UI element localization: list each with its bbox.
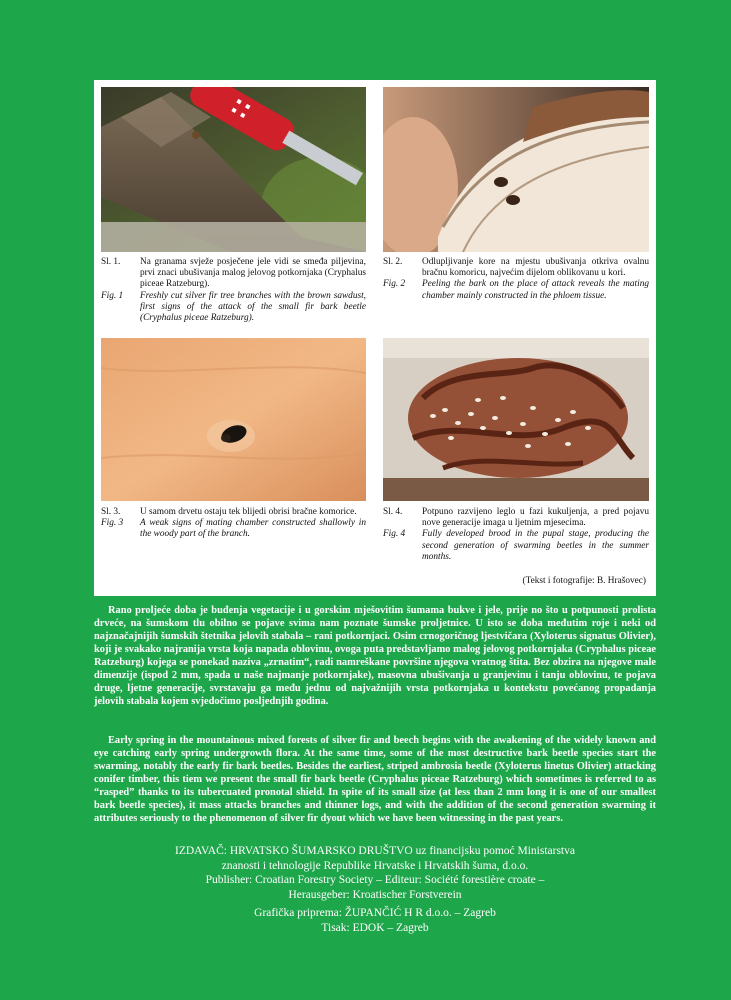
imprint-line-1: IZDAVAČ: HRVATSKO ŠUMARSKO DRUŠTVO uz financijsku pomoć Ministarstva (174, 845, 575, 857)
caption-3-en-text: A weak signs of mating chamber constructed shallowly in the woody part of the branch. (140, 518, 366, 540)
caption-2-hr-number: Sl. 2. (383, 257, 403, 267)
caption-figure-1 (101, 257, 366, 324)
caption-3-hr-text: U samom drvetu ostaju tek blijedi obrisi bračne komorice. (140, 507, 357, 517)
photo-peeled-bark (383, 87, 649, 252)
photo-beetle-on-wood (101, 338, 366, 501)
caption-1-en-text: Freshly cut silver fir tree branches with the brown sawdust, first signs of the attack of the small fir bark beetle (Cryphalus piceae Ratzeburg). (140, 290, 366, 324)
photo-credit: (Tekst i fotografije: B. Hrašovec) (522, 576, 646, 586)
imprint-line-4: Herausgeber: Kroatischer Forstverein (288, 888, 462, 901)
caption-4-en-number: Fig. 4 (383, 529, 406, 540)
caption-1-hr-text: Na granama svježe posječene jele vidi se smeđa piljevina, prvi znaci ubušivanja malog jelovog potkornjaka (Cryphalus piceae Ratzeburg). (140, 257, 366, 290)
caption-3-hr-number: Sl. 3. (101, 507, 121, 517)
caption-2-hr-text: Odlupljivanje kore na mjestu ubušivanja otkriva ovalnu bračnu komoricu, najvećim dijelom oblikovanu u kori. (422, 257, 649, 279)
imprint-line-3: Publisher: Croatian Forestry Society – Editeur: Société forestière croate – (205, 874, 545, 886)
caption-4-hr-number: Sl. 4. (383, 507, 403, 517)
caption-4-hr-text: Potpuno razvijeno leglo u fazi kukuljenja, a pred pojavu nove generacije imaga u ljetnim mjesecima. (422, 507, 649, 529)
photo-brood-galleries (383, 338, 649, 501)
caption-4-en-text: Fully developed brood in the pupal stage, producing the second generation of swarming beetles in the summer months. (422, 529, 649, 562)
caption-1-hr-number: Sl. 1. (101, 257, 121, 267)
photo-fir-branch-with-knife (101, 87, 366, 252)
imprint-line-6: Tisak: EDOK – Zagreb (321, 921, 429, 934)
caption-3-en-number: Fig. 3 (101, 518, 124, 529)
imprint-line-2: znanosti i tehnologije Republike Hrvatske i Hrvatskih šuma, d.o.o. (221, 859, 529, 872)
imprint-production (94, 906, 656, 935)
caption-figure-3 (101, 507, 366, 541)
imprint-publisher (94, 844, 656, 902)
caption-2-en-text: Peeling the bark on the place of attack reveals the mating chamber mainly constructed in the phloem tissue. (422, 279, 649, 301)
caption-figure-4 (383, 507, 649, 563)
imprint-line-5: Grafička priprema: ŽUPANČIĆ H R d.o.o. – Zagreb (254, 907, 496, 919)
body-paragraph-croatian: Rano proljeće doba je buđenja vegetacije i u gorskim mješovitim šumama bukve i jele, prije no što u potpunosti prolista drveće, na šumskom tlu obilno se pojave svima nam poznate šumske proljetnice. U isto se doba međutim roje i neki od najznačajnijih šumskih štetnika jelovih stabala – rani potkornjaci. Osim crnogoričnog ljestvičara (Xyloterus signatus Olivier), koji je svakako najranija vrsta koja napada oblovinu, ovoga puta predstavljamo malog jelovog potkornjaka (Cryphalus piceae Ratzeburg) kojega se ponekad naziva „zrnatim“, radi namreškane površine njegova vratnog štita. Bez obzira na njegove male dimenzije (ispod 2 mm, spada u naše najmanje potkornjake), masovna ubušivanja u granjevinu i tanju oblovinu, te pojava druge, ljetne generacije, svrstavaju ga među jednu od najvažnijih vrsta potkornjaka u kontekstu povećanog propadanja jelovih stabala kojem svjedočimo posljednjih godina. (94, 605, 656, 707)
caption-2-en-number: Fig. 2 (383, 279, 406, 290)
caption-figure-2 (383, 257, 649, 302)
body-paragraph-english: Early spring in the mountainous mixed forests of silver fir and beech begins with the awakening of the widely known and eye catching early spring undergrowth flora. At the same time, some of the most destructive bark beetle species start the swarming, notably the early fir bark beetles. Besides the earliest, striped ambrosia beetle (Xyloterus linetus Olivier) attacking conifer timber, this tiem we present the small fir bark beetle (Cryphalus piceae Ratzeburg) which sometimes is referred to as “rasped” thanks to its tubercuated pronotal shield. In spite of its small size (at less than 2 mm long it is one of our smallest bark beetle species), it mass attacks branches and thinner logs, and with the addition of the second generation swarming it attributes seriously to the phenomenon of silver fir dyout which we have been witnessing in the past years. (94, 735, 656, 824)
figure-panel (94, 80, 656, 596)
caption-1-en-number: Fig. 1 (101, 290, 124, 301)
